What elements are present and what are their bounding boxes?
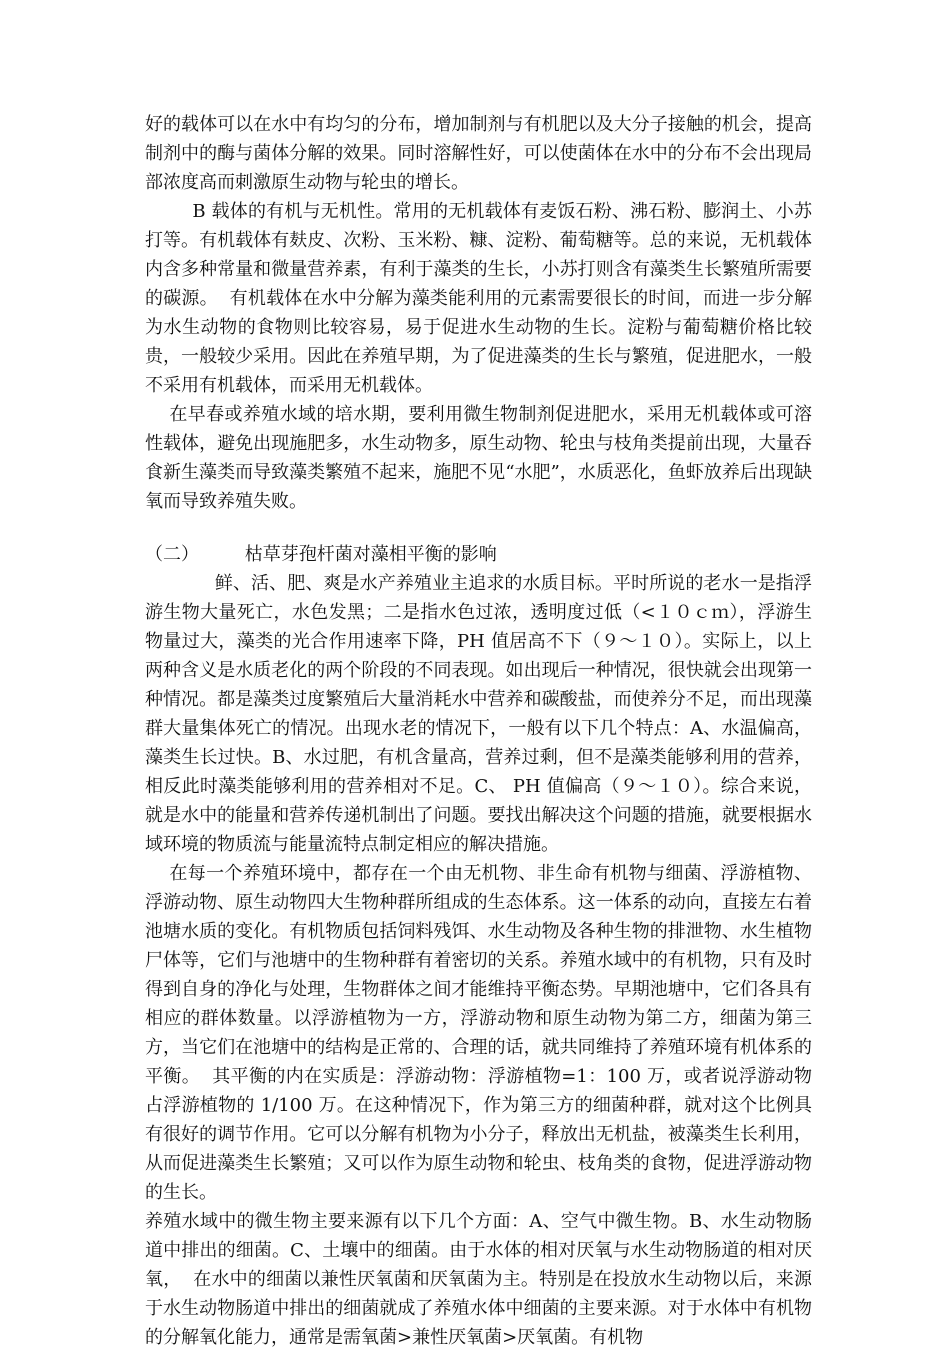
section-heading: （二） 枯草芽孢杆菌对藻相平衡的影响 bbox=[145, 544, 497, 565]
paragraph-early-spring: 在早春或养殖水域的培水期，要利用微生物制剂促进肥水，采用无机载体或可溶性载体，避免出现施肥多，水生动物多，原生动物、轮虫与枝角类提前出现，大量吞食新生藻类而导致藻类繁殖不起来，施肥不见“水肥”，水质恶化，鱼虾放养后出现缺氧而导致养殖失败。 bbox=[145, 404, 812, 512]
paragraph-water-quality: 鲜、活、肥、爽是水产养殖业主追求的水质目标。平时所说的老水一是指浮游生物大量死亡，水色发黑；二是指水色过浓，透明度过低（<１０ｃｍ），浮游生物量过大，藻类的光合作用速率下降，PH 值居高不下（９～１０）。实际上，以上两种含义是水质老化的两个阶段的不同表现。如出现后一种情况，很快就会出现第一种情况。都是藻类过度繁殖后大量消耗水中营养和碳酸盐，而使养分不足，而出现藻群大量集体死亡的情况。出现水老的情况下，一般有以下几个特点：A、水温偏高，藻类生长过快。B、水过肥，有机含量高，营养过剩，但不是藻类能够利用的营养，相反此时藻类能够利用的营养相对不足。C、 PH 值偏高（９～１０）。综合来说，就是水中的能量和营养传递机制出了问题。要找出解决这个问题的措施，就要根据水域环境的物质流与能量流特点制定相应的解决措施。 bbox=[145, 573, 812, 855]
section-gap bbox=[145, 516, 812, 540]
paragraph-ecosystem: 在每一个养殖环境中，都存在一个由无机物、非生命有机物与细菌、浮游植物、浮游动物、原生动物四大生物种群所组成的生态体系。这一体系的动向，直接左右着池塘水质的变化。有机物质包括饲料残饵、水生动物及各种生物的排泄物、水生植物尸体等，它们与池塘中的生物种群有着密切的关系。养殖水域中的有机物，只有及时得到自身的净化与处理，生物群体之间才能维持平衡态势。早期池塘中，它们各具有相应的群体数量。以浮游植物为一方，浮游动物和原生动物为第二方，细菌为第三方，当它们在池塘中的结构是正常的、合理的话，就共同维持了养殖环境有机体系的平衡。 其平衡的内在实质是：浮游动物：浮游植物=1：100 万，或者说浮游动物占浮游植物的 1/100 万。在这种情况下，作为第三方的细菌种群，就对这个比例具有很好的调节作用。它可以分解有机物为小分子，释放出无机盐，被藻类生长利用，从而促进藻类生长繁殖；又可以作为原生动物和轮虫、枝角类的食物，促进浮游动物的生长。 bbox=[145, 863, 812, 1203]
paragraph-carrier-distribution: 好的载体可以在水中有均匀的分布，增加制剂与有机肥以及大分子接触的机会，提高制剂中的酶与菌体分解的效果。同时溶解性好，可以使菌体在水中的分布不会出现局部浓度高而刺激原生动物与轮虫的增长。 bbox=[145, 114, 812, 193]
document-page bbox=[145, 110, 812, 1352]
paragraph-carrier-organic-inorganic: B 载体的有机与无机性。常用的无机载体有麦饭石粉、沸石粉、膨润土、小苏打等。有机载体有麸皮、次粉、玉米粉、糠、淀粉、葡萄糖等。总的来说，无机载体内含多种常量和微量营养素，有利于藻类的生长，小苏打则含有藻类生长繁殖所需要的碳源。 有机载体在水中分解为藻类能利用的元素需要很长的时间，而进一步分解为水生动物的食物则比较容易，易于促进水生动物的生长。淀粉与葡萄糖价格比较贵，一般较少采用。因此在养殖早期，为了促进藻类的生长与繁殖，促进肥水，一般不采用有机载体，而采用无机载体。 bbox=[145, 201, 812, 396]
paragraph-microbe-sources: 养殖水域中的微生物主要来源有以下几个方面：A、空气中微生物。B、水生动物肠道中排出的细菌。C、土壤中的细菌。由于水体的相对厌氧与水生动物肠道的相对厌氧， 在水中的细菌以兼性厌氧菌和厌氧菌为主。特别是在投放水生动物以后，来源于水生动物肠道中排出的细菌就成了养殖水体中细菌的主要来源。对于水体中有机物的分解氧化能力，通常是需氧菌>兼性厌氧菌>厌氧菌。有机物 bbox=[145, 1211, 812, 1348]
